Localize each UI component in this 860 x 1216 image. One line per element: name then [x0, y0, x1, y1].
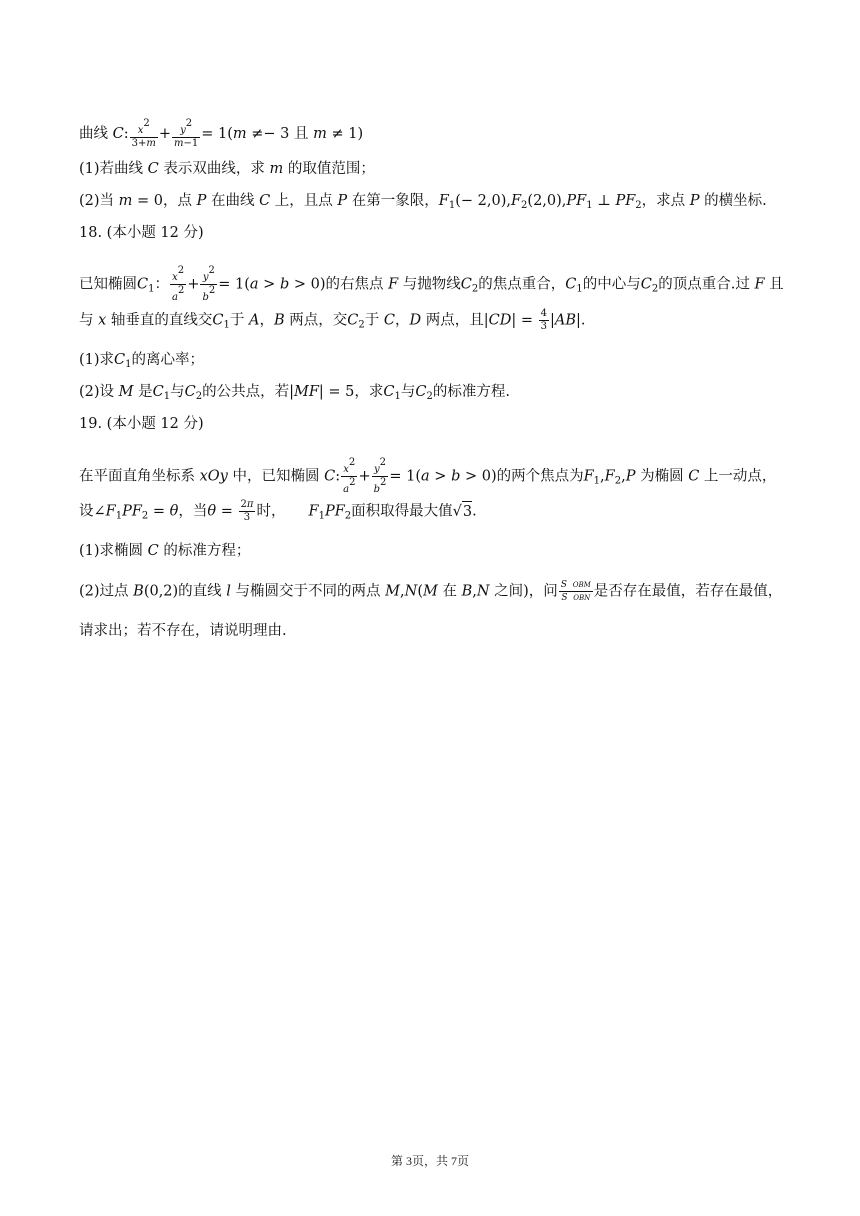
problem-18-header: 18. (本小题 12 分)	[79, 225, 204, 241]
problem-18-statement-2: 与 x 轴垂直的直线交$C_1$于 A，B 两点，交$C_2$于 C，D 两点，且|CD| = $\frac{4}{3}$ |AB|.	[79, 308, 586, 332]
problem-19-statement-2: 设$\angle F_1PF_2 = \theta$，当θ = $\frac{2\pi}{3}$ 时， $F_1PF_2$面积取得最大值√3.	[79, 499, 477, 523]
problem-18-part-2: (2)设 M 是$C_1$与$C_2$的公共点，若|MF| = 5，求$C_1$与$C_2$的标准方程.	[79, 384, 510, 402]
text-fragment: 曲线	[79, 126, 113, 142]
problem-19-header: 19. (本小题 12 分)	[79, 416, 204, 432]
problem-18-statement-1: 已知椭圆$C_1$： $\frac{x^2}{a^2}$ + $\frac{y^2}{b^2}$ = 1(a > b > 0)的右焦点 F 与抛物线$C_2$的焦点重合，$C_1$的中心与$C_2$的顶点重合.过 F 且	[79, 265, 784, 303]
problem-19-statement-1: 在平面直角坐标系 xOy 中，已知椭圆 C: $\frac{x^2}{a^2}$ + $\frac{y^2}{b^2}$ = 1(a > b > 0)的两个焦点为$F_1,F_2,P$ 为椭圆 C 上一动点，	[79, 457, 777, 495]
problem-18-part-1: (1)求$C_1$的离心率；	[79, 352, 205, 370]
problem-19-part-1: (1)求椭圆 C 的标准方程；	[79, 543, 251, 559]
problem-19-part-2-continued: 请求出；若不存在，请说明理由.	[79, 623, 287, 639]
problem-19-part-2: (2)过点 B(0,2)的直线 l 与椭圆交于不同的两点 M,N(M 在 B,N 之间)，问 $\frac{\text{S OBM}}{\text{S OBN}}$ 是否存在最值，若存在最值，	[79, 580, 783, 603]
problem-17-part-2: (2)当 m = 0，点 P 在曲线 C 上，且点 P 在第一象限，$F_1(- 2,0),F_2(2,0),PF_1$ ⊥ $PF_2$，求点 P 的横坐标.	[79, 193, 767, 211]
page-footer: 第 3页，共 7页	[390, 1154, 469, 1168]
problem-17-part-1: (1)若曲线 C 表示双曲线，求 m 的取值范围；	[79, 161, 375, 177]
problem-17-curve-definition: 曲线 C: $\frac{x^2}{3+m}$ + $\frac{y^2}{m-1}$ = 1(m ≠− 3 且 m ≠ 1)	[79, 118, 364, 149]
